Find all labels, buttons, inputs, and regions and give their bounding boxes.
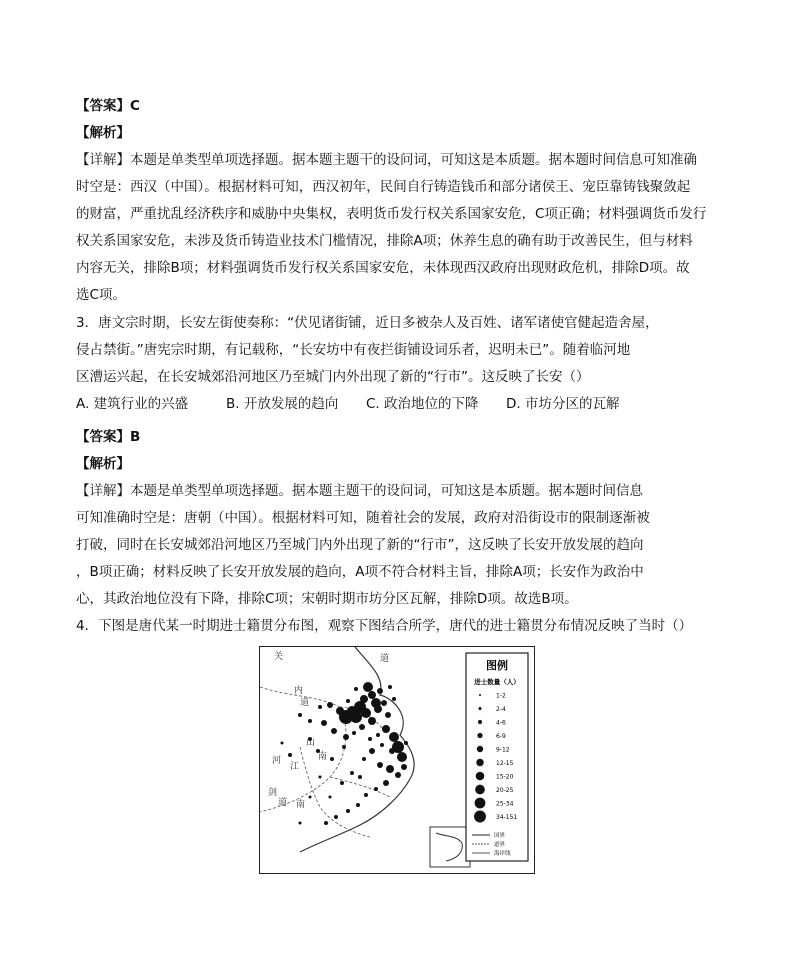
map-dot bbox=[281, 742, 284, 745]
map-dot bbox=[343, 734, 349, 740]
legend-subtitle: 进士数量（人） bbox=[474, 678, 520, 686]
legend-dot bbox=[475, 798, 486, 809]
map-dot bbox=[330, 757, 334, 761]
region-label: 道 bbox=[300, 698, 310, 708]
map-dot bbox=[374, 705, 382, 713]
legend-dot bbox=[474, 811, 486, 823]
line-legend-label: 国界 bbox=[494, 833, 506, 839]
legend-dot bbox=[478, 707, 481, 710]
map-dot bbox=[377, 762, 383, 768]
region-label: 南 bbox=[318, 752, 328, 762]
map-dot bbox=[386, 765, 394, 773]
map-dot bbox=[319, 776, 322, 779]
map-dot bbox=[404, 741, 408, 745]
map-dot bbox=[298, 713, 302, 717]
map-dot bbox=[363, 682, 373, 692]
detail-line: ，B项正确；材料反映了长安开放发展的趋向，A项不符合材料主旨，排除A项；长安作为政治中 bbox=[76, 564, 644, 580]
map-dot bbox=[368, 737, 372, 741]
line-legend-label: 海岸线 bbox=[494, 851, 511, 857]
legend-label: 15-20 bbox=[496, 773, 514, 781]
map-dot bbox=[376, 733, 380, 737]
legend-label: 6-9 bbox=[496, 733, 506, 740]
detail-line: 内容无关，排除B项；材料强调货币发行权关系国家安危，未体现西汉政府出现财政危机，排除D项。故 bbox=[76, 260, 690, 276]
option-d: D. 市坊分区的瓦解 bbox=[506, 396, 620, 412]
legend-label: 34-151 bbox=[496, 814, 518, 821]
map-dot bbox=[288, 753, 292, 757]
legend-dot bbox=[477, 746, 483, 752]
legend-dot bbox=[476, 772, 485, 781]
option-c: C. 政治地位的下降 bbox=[366, 396, 479, 412]
map-dot bbox=[389, 748, 395, 754]
detail-line: 选C项。 bbox=[76, 287, 126, 303]
region-label: 内 bbox=[294, 686, 304, 696]
map-dot bbox=[383, 780, 389, 786]
question-stem: 区漕运兴起，在长安城郊沿河地区乃至城门内外出现了新的“行市”。这反映了长安（） bbox=[76, 369, 590, 385]
map-dot bbox=[346, 809, 350, 813]
map-dot bbox=[395, 772, 401, 778]
map-dot bbox=[368, 691, 376, 699]
region-label: 剑 bbox=[268, 788, 278, 798]
region-label: 河 bbox=[272, 756, 282, 766]
detail-line: 时空是：西汉（中国）。根据材料可知，西汉初年，民间自行铸造钱币和部分诸侯王、宠臣靠铸钱聚敛起 bbox=[76, 179, 691, 195]
map-dot bbox=[346, 699, 350, 703]
map-dot bbox=[401, 764, 407, 770]
region-label: 山 bbox=[306, 738, 316, 748]
question-stem: 3．唐文宗时期，长安左街使奏称：“伏见诸街铺，近日多被杂人及百姓、诸军诸使官健起造舍屋， bbox=[76, 315, 659, 331]
legend-dot bbox=[475, 785, 485, 795]
detail-line: 心，其政治地位没有下降，排除C项；宋朝时期市坊分区瓦解，排除D项。故选B项。 bbox=[76, 591, 578, 607]
detail-line: 的财富，严重扰乱经济秩序和威胁中央集权，表明货币发行权关系国家安危，C项正确；材料强调货币发行 bbox=[76, 206, 707, 222]
map-dot bbox=[334, 815, 338, 819]
legend-label: 2-4 bbox=[496, 706, 506, 713]
options-row bbox=[76, 395, 619, 413]
map-dot bbox=[308, 719, 312, 723]
answer-label: 【答案】B bbox=[76, 429, 141, 445]
analysis-label: 【解析】 bbox=[76, 125, 130, 141]
map-dot bbox=[364, 793, 368, 797]
map-dot bbox=[385, 712, 391, 718]
legend-dot bbox=[477, 733, 482, 738]
map-dot bbox=[392, 697, 396, 701]
legend-label: 12-15 bbox=[496, 760, 514, 767]
map-dot bbox=[321, 720, 327, 726]
map-dot bbox=[327, 702, 333, 708]
question-stem: 4．下图是唐代某一时期进士籍贯分布图，观察下图结合所学，唐代的进士籍贯分布情况反映了当时（） bbox=[76, 618, 693, 634]
map-dot bbox=[362, 757, 366, 761]
map-dot bbox=[359, 724, 365, 730]
analysis-label: 【解析】 bbox=[76, 456, 130, 472]
map-dot bbox=[350, 771, 354, 775]
map-dot bbox=[388, 685, 392, 689]
legend-dot bbox=[476, 759, 484, 767]
answer-label: 【答案】C bbox=[76, 98, 140, 114]
legend-dot bbox=[478, 720, 482, 724]
map-dot bbox=[340, 781, 344, 785]
map-dot bbox=[389, 732, 399, 742]
map-dot bbox=[361, 708, 371, 718]
map-dot bbox=[354, 687, 358, 691]
map-dot bbox=[329, 796, 332, 799]
legend-label: 9-12 bbox=[496, 746, 510, 754]
region-label: 江 bbox=[290, 762, 300, 772]
map-dot bbox=[374, 787, 378, 791]
legend-label: 4-6 bbox=[496, 719, 506, 727]
map-dot bbox=[318, 705, 322, 709]
map-graphic bbox=[260, 647, 534, 873]
map-dot bbox=[336, 707, 344, 715]
detail-line: 打破，同时在长安城郊沿河地区乃至城门内外出现了新的“行市”，这反映了长安开放发展的趋向 bbox=[76, 537, 644, 553]
detail-line: 可知准确时空是：唐朝（中国）。根据材料可知，随着社会的发展，政府对沿街设市的限制逐渐被 bbox=[76, 510, 650, 526]
map-dot bbox=[382, 725, 390, 733]
legend-title: 图例 bbox=[486, 659, 508, 672]
map-dot bbox=[331, 728, 337, 734]
legend-label: 25-34 bbox=[496, 800, 514, 808]
detail-line: 权关系国家安危，未涉及货币铸造业技术门槛情况，排除A项；休养生息的确有助于改善民生，但与材料 bbox=[76, 233, 693, 249]
legend-label: 20-25 bbox=[496, 787, 514, 794]
question-stem: 侵占禁街。”唐宪宗时期，有记载称，“长安坊中有夜拦街铺设词乐者，迟明未已”。随着临河地 bbox=[76, 342, 631, 358]
legend-label: 1-2 bbox=[496, 692, 506, 700]
region-label: 南 bbox=[296, 800, 306, 810]
detail-line: 【详解】本题是单类型单项选择题。据本题主题干的设问词，可知这是本质题。据本题时间信息可知准确 bbox=[76, 152, 697, 168]
map-dot bbox=[324, 821, 328, 825]
map-dot bbox=[350, 711, 362, 723]
option-b: B. 开放发展的趋向 bbox=[226, 396, 339, 412]
map-dot bbox=[299, 822, 302, 825]
map-dot bbox=[369, 748, 375, 754]
tang-jinshi-map bbox=[259, 646, 535, 874]
legend-dot bbox=[479, 694, 481, 696]
line-legend-label: 道界 bbox=[494, 842, 506, 848]
map-dot bbox=[352, 731, 356, 735]
map-dot bbox=[368, 717, 376, 725]
map-dot bbox=[356, 803, 360, 807]
detail-line: 【详解】本题是单类型单项选择题。据本题主题干的设问词，可知这是本质题。据本题时间信息 bbox=[76, 483, 643, 499]
map-dot bbox=[380, 743, 384, 747]
map-dot bbox=[381, 700, 387, 706]
region-label: 道 bbox=[278, 798, 288, 808]
map-dot bbox=[377, 688, 383, 694]
region-label: 道 bbox=[380, 654, 390, 664]
region-label: 关 bbox=[274, 652, 284, 662]
map-dot bbox=[397, 752, 407, 762]
map-dot bbox=[342, 745, 346, 749]
option-a: A. 建筑行业的兴盛 bbox=[76, 396, 189, 412]
map-dot bbox=[309, 796, 312, 799]
map-dot bbox=[358, 775, 362, 779]
